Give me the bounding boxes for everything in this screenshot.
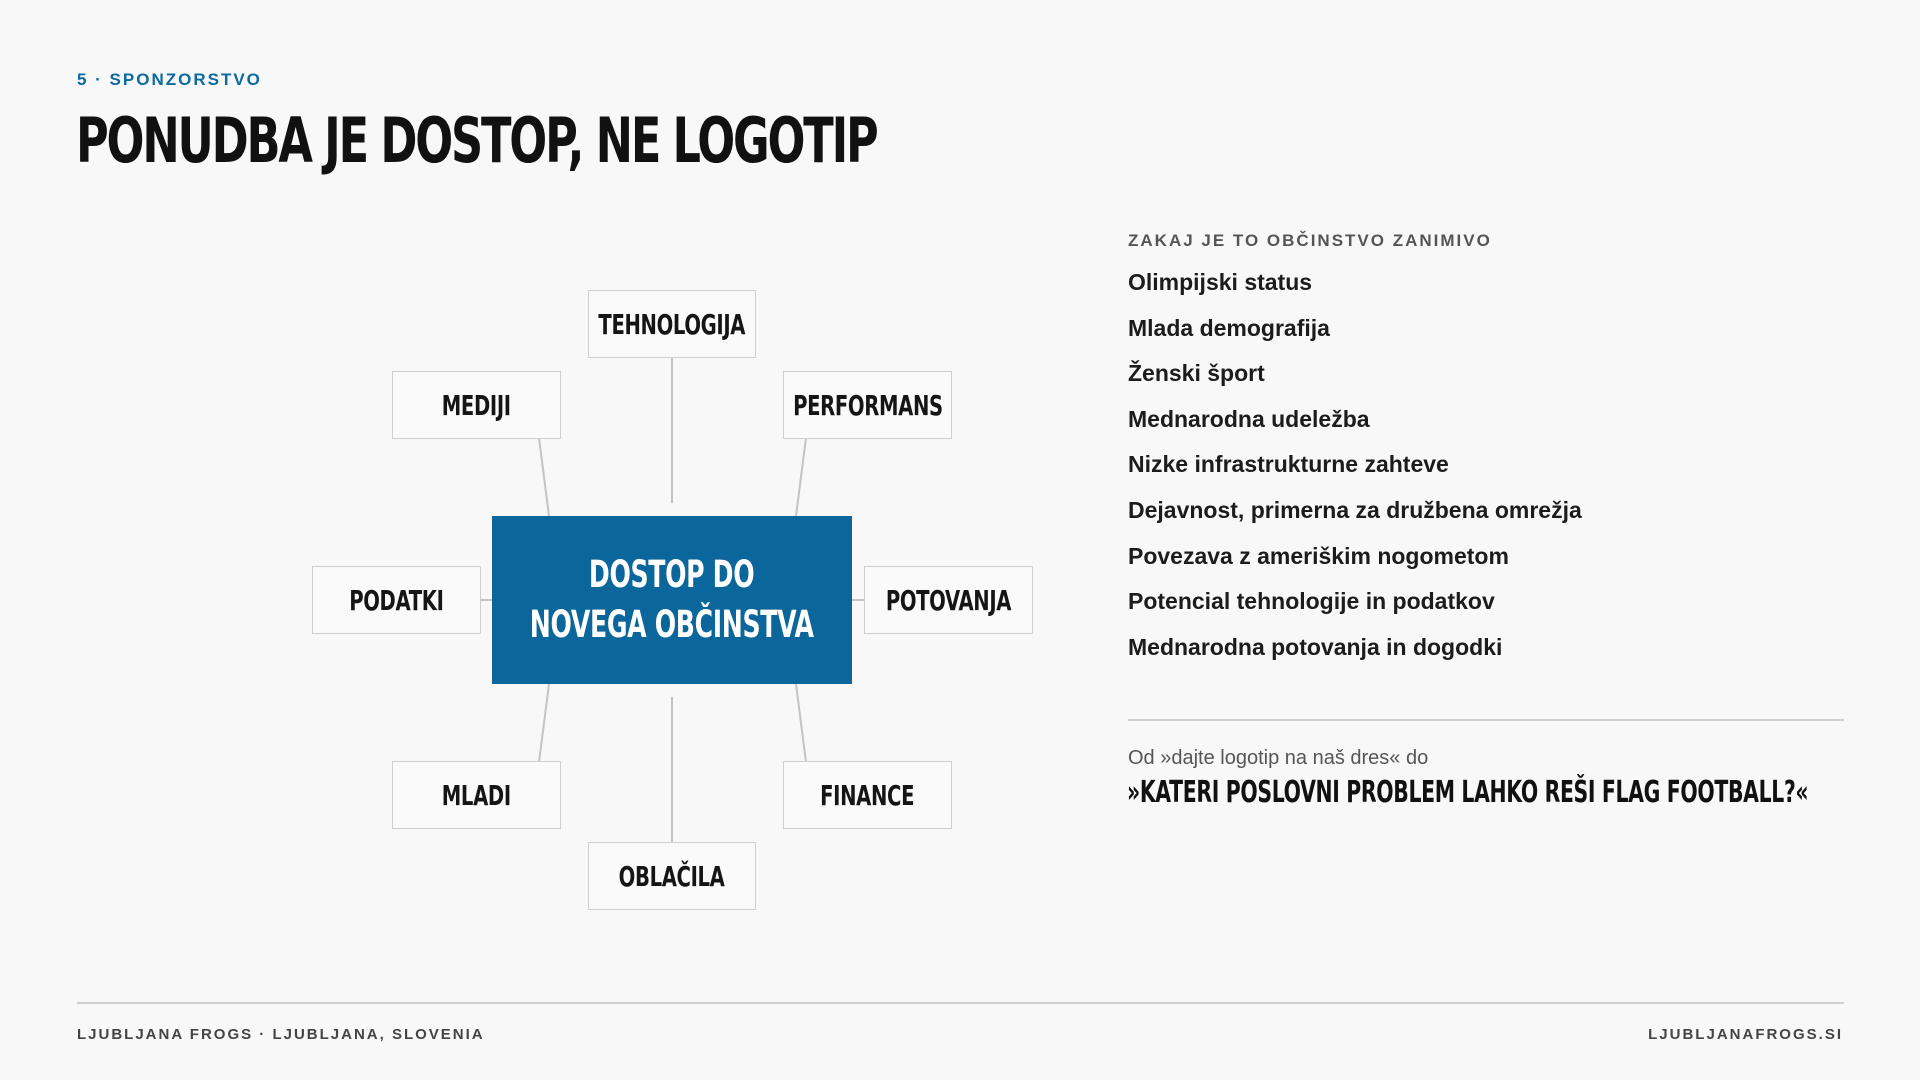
node-mediji (392, 371, 561, 439)
section-label: 5 · SPONZORSTVO (77, 70, 262, 89)
connector-mladi (539, 684, 549, 762)
connector-performans (796, 438, 806, 516)
node-tehnologija-label: TEHNOLOGIJA (598, 307, 746, 341)
reason-item: Nizke infrastrukturne zahteve (1128, 451, 1449, 478)
reason-item: Olimpijski status (1128, 269, 1313, 295)
footer-website: LJUBLJANAFROGS.SI (1648, 1026, 1843, 1043)
page-title: PONUDBA JE DOSTOP, NE LOGOTIP (76, 104, 877, 177)
reason-item: Povezava z ameriškim nogometom (1128, 542, 1509, 569)
reason-item: Mednarodna potovanja in dogodki (1128, 633, 1503, 660)
node-mladi-label: MLADI (442, 778, 511, 812)
reason-item: Potencial tehnologije in podatkov (1128, 588, 1495, 615)
node-oblacila-label: OBLAČILA (619, 859, 725, 893)
node-podatki (312, 566, 481, 634)
node-performans-label: PERFORMANS (792, 388, 943, 422)
node-tehnologija (588, 290, 756, 358)
center-node-line2: NOVEGA OBČINSTVA (530, 603, 814, 646)
footer-organization: LJUBLJANA FROGS · LJUBLJANA, SLOVENIA (77, 1026, 485, 1043)
node-performans (783, 371, 952, 439)
quote-intro: Od »dajte logotip na naš dres« do (1128, 747, 1429, 769)
reasons-list (1128, 263, 1582, 673)
reason-item: Dejavnost, primerna za družbena omrežja (1128, 496, 1582, 523)
center-node (492, 516, 852, 684)
connector-finance (796, 684, 806, 762)
reasons-heading: ZAKAJ JE TO OBČINSTVO ZANIMIVO (1128, 231, 1492, 250)
footer-divider (77, 1002, 1844, 1004)
node-podatki-label: PODATKI (349, 583, 444, 617)
node-finance-label: FINANCE (820, 778, 915, 812)
reason-item: Ženski šport (1128, 360, 1265, 387)
quote-main: »KATERI POSLOVNI PROBLEM LAHKO REŠI FLAG FOOTBALL?« (1127, 775, 1809, 810)
connector-mediji (539, 438, 549, 516)
node-potovanja (864, 566, 1033, 634)
node-mladi (392, 761, 561, 829)
reason-item: Mlada demografija (1128, 314, 1330, 341)
node-finance (783, 761, 952, 829)
center-node-line1: DOSTOP DO (589, 553, 755, 596)
node-mediji-label: MEDIJI (442, 388, 511, 422)
reason-item: Mednarodna udeležba (1128, 405, 1370, 432)
divider (1128, 719, 1844, 721)
node-potovanja-label: POTOVANJA (885, 583, 1012, 617)
node-oblacila (588, 842, 756, 910)
